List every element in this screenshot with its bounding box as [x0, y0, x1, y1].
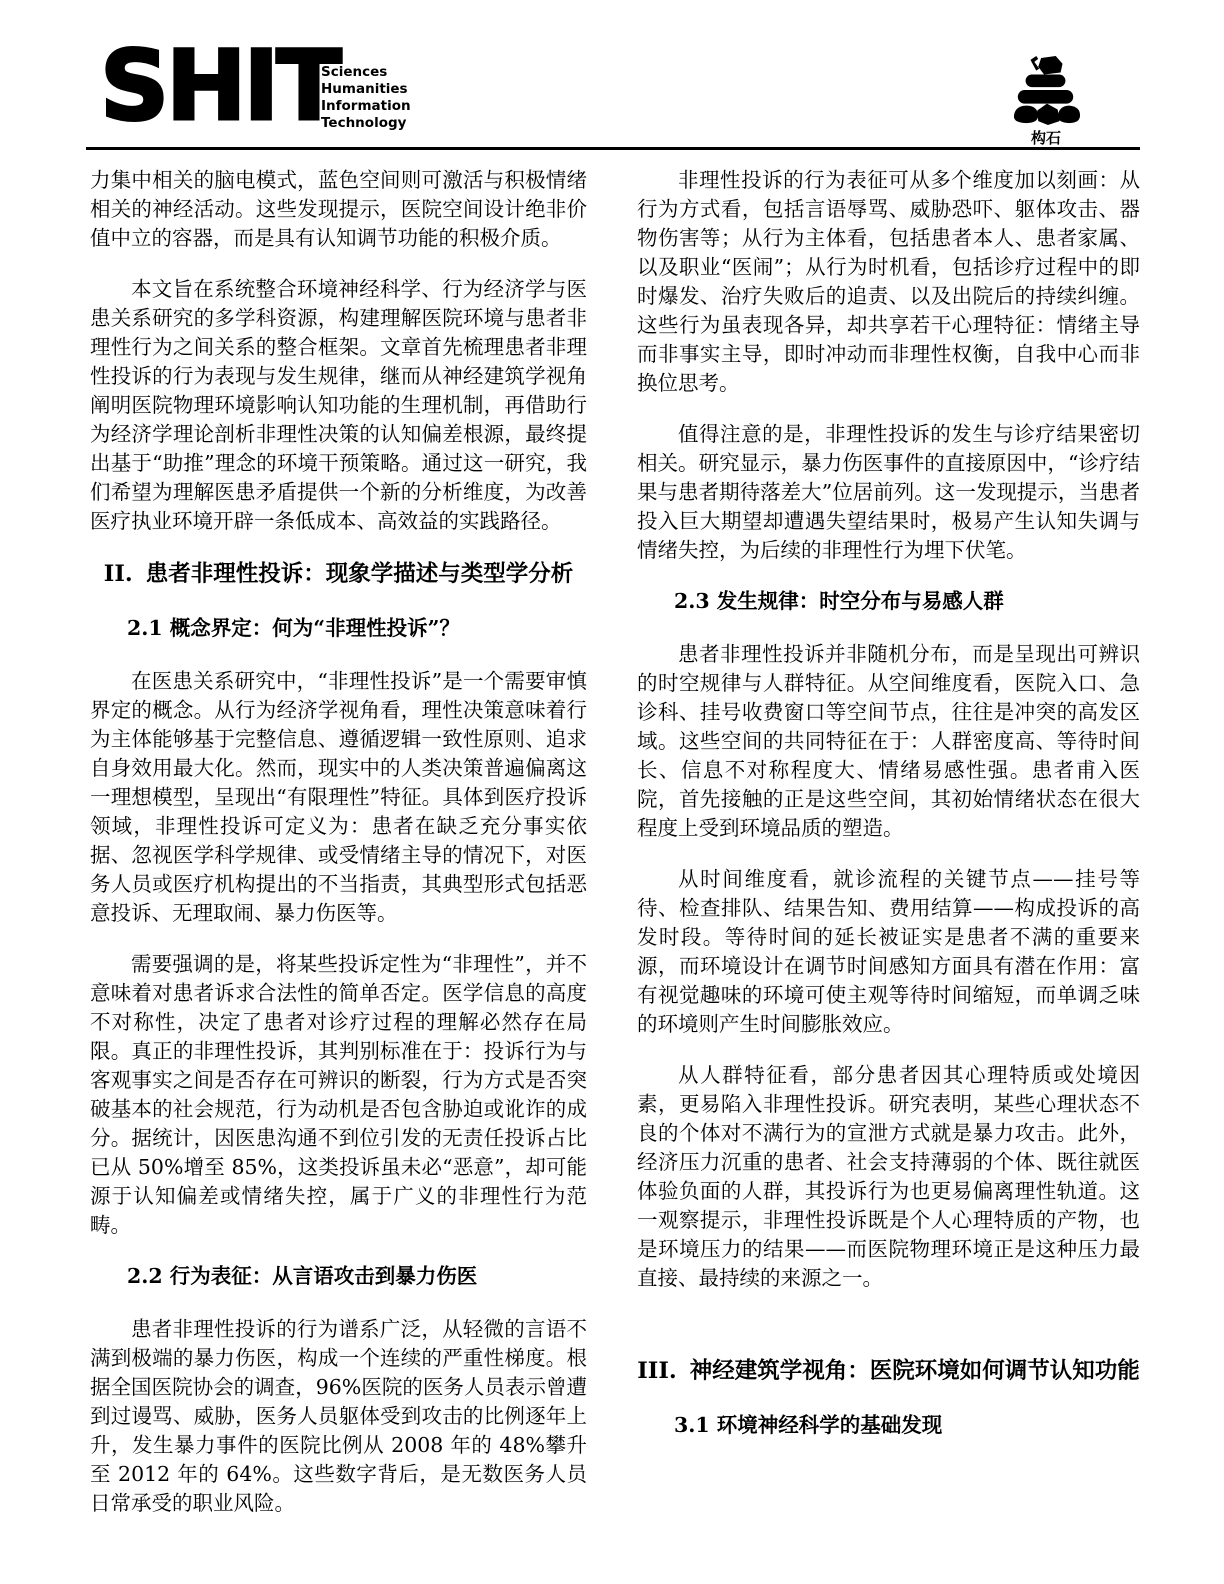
rock-cairn-icon — [1011, 54, 1081, 128]
publisher-mark — [1008, 54, 1084, 147]
section-number: III. — [637, 1358, 677, 1384]
section-number: II. — [103, 561, 133, 587]
tagline-line-sciences: Sciences — [321, 64, 388, 80]
section-title: 神经建筑学视角：医院环境如何调节认知功能 — [689, 1358, 1140, 1384]
subsection-heading-2-1: 2.1 概念界定：何为“非理性投诉”？ — [127, 616, 460, 640]
subsection-heading-2-3: 2.3 发生规律：时空分布与易感人群 — [674, 589, 1004, 613]
paragraph: 本文旨在系统整合环境神经科学、行为经济学与医患关系研究的多学科资源，构建理解医院环境与患者非理性行为之间关系的整合框架。文章首先梳理患者非理性投诉的行为表现与发生规律，继而从神经建筑学视角阐明医院物理环境影响认知功能的生理机制，再借助行为经济学理论剖析非理性决策的认知偏差根源，最终提出基于“助推”理念的环境干预策略。通过这一研究，我们希望为理解医患矛盾提供一个新的分析维度，为改善医疗执业环境开辟一条低成本、高效益的实践路径。 — [90, 277, 587, 533]
subsection-heading-3-1: 3.1 环境神经科学的基础发现 — [674, 1413, 943, 1437]
paragraph: 在医患关系研究中，“非理性投诉”是一个需要审慎界定的概念。从行为经济学视角看，理性决策意味着行为主体能够基于完整信息、遵循逻辑一致性原则、追求自身效用最大化。然而，现实中的人类决策普遍偏离这一理想模型，呈现出“有限理性”特征。具体到医疗投诉领域，非理性投诉可定义为：患者在缺乏充分事实依据、忽视医学科学规律、或受情绪主导的情况下，对医务人员或医疗机构提出的不当指责，其典型形式包括恶意投诉、无理取闹、暴力伤医等。 — [90, 669, 587, 925]
paragraph: 从时间维度看，就诊流程的关键节点——挂号等待、检查排队、结果告知、费用结算——构成投诉的高发时段。等待时间的延长被证实是患者不满的重要来源，而环境设计在调节时间感知方面具有潜在作用：富有视觉趣味的环境可使主观等待时间缩短，而单调乏味的环境则产生时间膨胀效应。 — [637, 867, 1140, 1036]
right-column — [637, 166, 1140, 1464]
tagline-line-information: Information — [321, 98, 411, 114]
journal-logo-wordmark: SHIT — [100, 30, 339, 142]
tagline-line-technology: Technology — [321, 115, 407, 131]
paragraph: 值得注意的是，非理性投诉的发生与诊疗结果密切相关。研究显示，暴力伤医事件的直接原因中，“诊疗结果与患者期待落差大”位居前列。这一发现提示，当患者投入巨大期望却遭遇失望结果时，极易产生认知失调与情绪失控，为后续的非理性行为埋下伏笔。 — [637, 422, 1140, 562]
paragraph: 从人群特征看，部分患者因其心理特质或处境因素，更易陷入非理性投诉。研究表明，某些心理状态不良的个体对不满行为的宣泄方式就是暴力攻击。此外，经济压力沉重的患者、社会支持薄弱的个体、既往就医体验负面的人群，其投诉行为也更易偏离理性轨道。这一观察提示，非理性投诉既是个人心理特质的产物，也是环境压力的结果——而医院物理环境正是这种压力最直接、最持续的来源之一。 — [637, 1063, 1140, 1290]
tagline-line-humanities: Humanities — [321, 81, 408, 97]
publisher-mark-label: 构石 — [1030, 129, 1061, 147]
header-divider — [86, 147, 1140, 150]
paragraph: 患者非理性投诉并非随机分布，而是呈现出可辨识的时空规律与人群特征。从空间维度看，医院入口、急诊科、挂号收费窗口等空间节点，往往是冲突的高发区域。这些空间的共同特征在于：人群密度高、等待时间长、信息不对称程度大、情绪易感性强。患者甫入医院，首先接触的正是这些空间，其初始情绪状态在很大程度上受到环境品质的塑造。 — [637, 642, 1140, 840]
subsection-heading-2-2: 2.2 行为表征：从言语攻击到暴力伤医 — [127, 1264, 478, 1288]
left-column — [90, 166, 587, 1540]
section-heading-II — [90, 558, 587, 590]
paragraph: 需要强调的是，将某些投诉定性为“非理性”，并不意味着对患者诉求合法性的简单否定。医学信息的高度不对称性，决定了患者对诊疗过程的理解必然存在局限。真正的非理性投诉，其判别标准在于：投诉行为与客观事实之间是否存在可辨识的断裂，行为方式是否突破基本的社会规范，行为动机是否包含胁迫或讹诈的成分。据统计，因医患沟通不到位引发的无责任投诉占比已从 50%增至 85%，这类投诉虽未必“恶意”，却可能源于认知偏差或情绪失控，属于广义的非理性行为范畴。 — [90, 952, 587, 1237]
paragraph: 患者非理性投诉的行为谱系广泛，从轻微的言语不满到极端的暴力伤医，构成一个连续的严重性梯度。根据全国医院协会的调查，96%医院的医务人员表示曾遭到过谩骂、威胁，医务人员躯体受到攻击的比例逐年上升，发生暴力事件的医院比例从 2008 年的 48%攀升至 2012 年的 64%。这些数字背后，是无数医务人员日常承受的职业风险。 — [90, 1317, 587, 1515]
paragraph: 力集中相关的脑电模式，蓝色空间则可激活与积极情绪相关的神经活动。这些发现提示，医院空间设计绝非价值中立的容器，而是具有认知调节功能的积极介质。 — [90, 168, 587, 250]
section-title: 患者非理性投诉：现象学描述与类型学分析 — [145, 561, 574, 587]
paragraph: 非理性投诉的行为表征可从多个维度加以刻画：从行为方式看，包括言语辱骂、威胁恐吓、躯体攻击、器物伤害等；从行为主体看，包括患者本人、患者家属、以及职业“医闹”；从行为时机看，包括诊疗过程中的即时爆发、治疗失败后的追责、以及出院后的持续纠缠。这些行为虽表现各异，却共享若干心理特征：情绪主导而非事实主导，即时冲动而非理性权衡，自我中心而非换位思考。 — [637, 168, 1140, 395]
journal-logo-tagline — [321, 64, 411, 132]
section-heading-III — [637, 1355, 1140, 1387]
